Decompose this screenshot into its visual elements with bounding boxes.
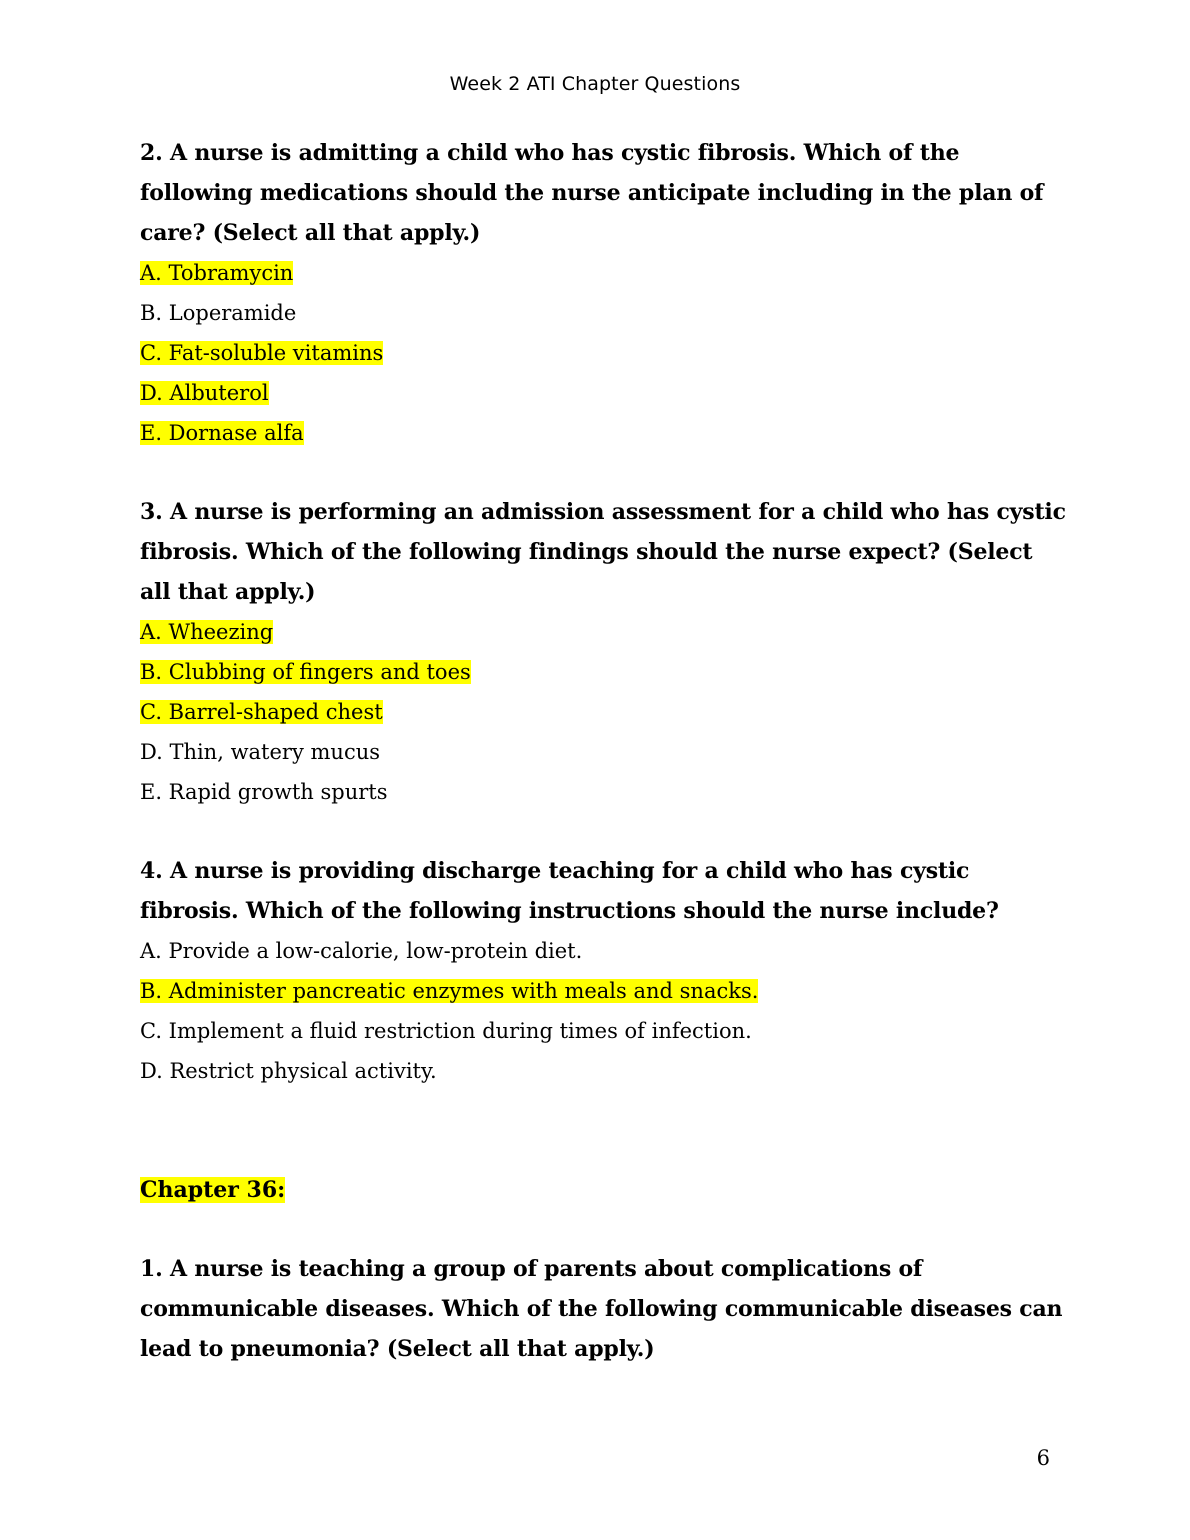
answer-option [140, 772, 1070, 812]
answer-option [140, 413, 1070, 453]
spacer [140, 1210, 1070, 1249]
answer-option [140, 971, 1070, 1011]
answer-option [140, 652, 1070, 692]
answer-option [140, 612, 1070, 652]
answer-option [140, 1011, 1070, 1051]
page-header-title: Week 2 ATI Chapter Questions [449, 73, 741, 95]
answer-option [140, 692, 1070, 732]
highlighted-answer: A. Wheezing [140, 620, 274, 644]
spacer [140, 453, 1070, 492]
spacer [140, 1091, 1070, 1170]
question-block-4 [140, 851, 1070, 1091]
highlighted-answer: C. Fat-soluble vitamins [140, 341, 384, 365]
highlighted-answer: E. Dornase alfa [140, 421, 304, 445]
answer-text: A. Provide a low-calorie, low-protein diet. [140, 939, 583, 963]
question-block-chapter36-1 [140, 1249, 1070, 1369]
question-text: 3. A nurse is performing an admission assessment for a child who has cystic fibrosis. Which of the following findings should the nurse expect? (Select all that apply.) [140, 499, 1066, 605]
answer-option [140, 293, 1070, 333]
document-body [140, 133, 1070, 1369]
answer-text: D. Restrict physical activity. [140, 1059, 437, 1083]
answer-text: E. Rapid growth spurts [140, 780, 388, 804]
question-text: 4. A nurse is providing discharge teaching for a child who has cystic fibrosis. Which of the following instructions should the nurse include? [140, 858, 999, 924]
question-text: 2. A nurse is admitting a child who has cystic fibrosis. Which of the following medications should the nurse anticipate including in the plan of care? (Select all that apply.) [140, 140, 1044, 246]
answer-option [140, 931, 1070, 971]
highlighted-answer: B. Clubbing of fingers and toes [140, 660, 471, 684]
highlighted-answer: C. Barrel-shaped chest [140, 700, 383, 724]
answer-option [140, 373, 1070, 413]
question-block-3 [140, 492, 1070, 812]
answer-option [140, 333, 1070, 373]
answer-option [140, 1051, 1070, 1091]
highlighted-answer: A. Tobramycin [140, 261, 294, 285]
answer-text: D. Thin, watery mucus [140, 740, 381, 764]
answer-text: C. Implement a fluid restriction during times of infection. [140, 1019, 752, 1043]
spacer [140, 812, 1070, 851]
question-text: 1. A nurse is teaching a group of parents about complications of communicable diseases. Which of the following communicable diseases can lead to pneumonia? (Select all that apply.) [140, 1256, 1063, 1362]
highlighted-answer: B. Administer pancreatic enzymes with meals and snacks. [140, 979, 759, 1003]
answer-text: B. Loperamide [140, 301, 297, 325]
chapter-heading [140, 1170, 1070, 1210]
question-block-2 [140, 133, 1070, 453]
page-number: 6 [1036, 1446, 1050, 1470]
answer-option [140, 732, 1070, 772]
answer-option [140, 253, 1070, 293]
chapter-title: Chapter 36: [140, 1177, 286, 1203]
highlighted-answer: D. Albuterol [140, 381, 269, 405]
